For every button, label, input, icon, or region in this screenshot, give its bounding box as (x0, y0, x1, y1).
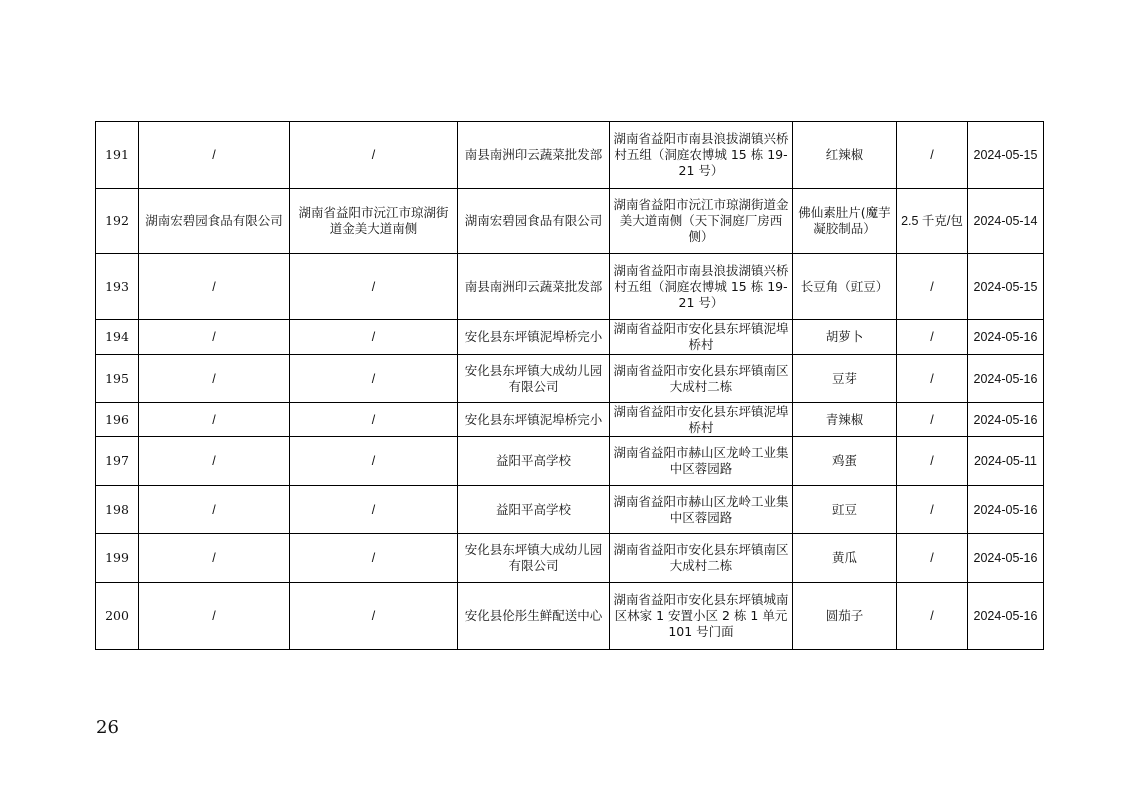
results-table (95, 121, 1044, 650)
producer-address: 湖南省益阳市沅江市琼湖街道金美大道南侧 (290, 189, 458, 254)
food-name: 长豆角（豇豆） (793, 254, 897, 320)
table-row (96, 122, 1044, 189)
sampled-unit: 南县南洲印云蔬菜批发部 (458, 254, 610, 320)
producer-address: / (290, 122, 458, 189)
food-name: 青辣椒 (793, 403, 897, 437)
row-number: 191 (96, 122, 139, 189)
sampled-address: 湖南省益阳市安化县东坪镇南区大成村二栋 (610, 355, 793, 403)
producer-address: / (290, 583, 458, 650)
production-date: 2024-05-14 (968, 189, 1044, 254)
row-number: 195 (96, 355, 139, 403)
food-name: 黄瓜 (793, 534, 897, 583)
sampled-address: 湖南省益阳市安化县东坪镇南区大成村二栋 (610, 534, 793, 583)
sampled-address: 湖南省益阳市赫山区龙岭工业集中区蓉园路 (610, 437, 793, 486)
table-row (96, 355, 1044, 403)
sampled-address: 湖南省益阳市沅江市琼湖街道金美大道南侧（天下洞庭厂房西侧） (610, 189, 793, 254)
row-number: 200 (96, 583, 139, 650)
table-row (96, 486, 1044, 534)
sampled-unit: 安化县东坪镇大成幼儿园有限公司 (458, 355, 610, 403)
producer-address: / (290, 320, 458, 355)
row-number: 192 (96, 189, 139, 254)
food-name: 胡萝卜 (793, 320, 897, 355)
row-number: 193 (96, 254, 139, 320)
producer-name: / (139, 254, 290, 320)
specification: / (897, 254, 968, 320)
producer-address: / (290, 403, 458, 437)
production-date: 2024-05-16 (968, 320, 1044, 355)
production-date: 2024-05-16 (968, 403, 1044, 437)
table-row (96, 437, 1044, 486)
page-number: 26 (96, 717, 119, 738)
producer-name: / (139, 122, 290, 189)
table-row (96, 534, 1044, 583)
table-row (96, 254, 1044, 320)
food-name: 圆茄子 (793, 583, 897, 650)
sampled-unit: 益阳平高学校 (458, 486, 610, 534)
specification: / (897, 355, 968, 403)
sampled-unit: 湖南宏碧园食品有限公司 (458, 189, 610, 254)
producer-name: / (139, 403, 290, 437)
producer-address: / (290, 486, 458, 534)
producer-address: / (290, 355, 458, 403)
sampled-address: 湖南省益阳市南县浪拔湖镇兴桥村五组（洞庭农博城 15 栋 19-21 号） (610, 122, 793, 189)
table-row (96, 403, 1044, 437)
row-number: 194 (96, 320, 139, 355)
sampled-unit: 益阳平高学校 (458, 437, 610, 486)
production-date: 2024-05-16 (968, 486, 1044, 534)
specification: / (897, 122, 968, 189)
specification: 2.5 千克/包 (897, 189, 968, 254)
production-date: 2024-05-16 (968, 355, 1044, 403)
sampled-unit: 安化县东坪镇泥埠桥完小 (458, 403, 610, 437)
row-number: 198 (96, 486, 139, 534)
production-date: 2024-05-11 (968, 437, 1044, 486)
producer-address: / (290, 254, 458, 320)
producer-address: / (290, 534, 458, 583)
specification: / (897, 320, 968, 355)
sampled-address: 湖南省益阳市安化县东坪镇泥埠桥村 (610, 403, 793, 437)
sampled-address: 湖南省益阳市安化县东坪镇泥埠桥村 (610, 320, 793, 355)
producer-address: / (290, 437, 458, 486)
production-date: 2024-05-15 (968, 254, 1044, 320)
sampled-address: 湖南省益阳市赫山区龙岭工业集中区蓉园路 (610, 486, 793, 534)
specification: / (897, 403, 968, 437)
sampled-unit: 安化县伦彤生鲜配送中心 (458, 583, 610, 650)
specification: / (897, 583, 968, 650)
specification: / (897, 534, 968, 583)
row-number: 199 (96, 534, 139, 583)
production-date: 2024-05-15 (968, 122, 1044, 189)
table-row (96, 189, 1044, 254)
table-row (96, 320, 1044, 355)
producer-name: / (139, 534, 290, 583)
table-row (96, 583, 1044, 650)
row-number: 196 (96, 403, 139, 437)
specification: / (897, 437, 968, 486)
row-number: 197 (96, 437, 139, 486)
producer-name: 湖南宏碧园食品有限公司 (139, 189, 290, 254)
producer-name: / (139, 355, 290, 403)
sampled-address: 湖南省益阳市安化县东坪镇城南区林家 1 安置小区 2 栋 1 单元 101 号门面 (610, 583, 793, 650)
food-name: 豇豆 (793, 486, 897, 534)
food-name: 佛仙素肚片(魔芋凝胶制品） (793, 189, 897, 254)
specification: / (897, 486, 968, 534)
production-date: 2024-05-16 (968, 583, 1044, 650)
producer-name: / (139, 583, 290, 650)
producer-name: / (139, 320, 290, 355)
production-date: 2024-05-16 (968, 534, 1044, 583)
sampled-unit: 安化县东坪镇泥埠桥完小 (458, 320, 610, 355)
producer-name: / (139, 437, 290, 486)
food-name: 鸡蛋 (793, 437, 897, 486)
sampled-unit: 安化县东坪镇大成幼儿园有限公司 (458, 534, 610, 583)
food-name: 豆芽 (793, 355, 897, 403)
sampled-unit: 南县南洲印云蔬菜批发部 (458, 122, 610, 189)
producer-name: / (139, 486, 290, 534)
food-name: 红辣椒 (793, 122, 897, 189)
sampled-address: 湖南省益阳市南县浪拔湖镇兴桥村五组（洞庭农博城 15 栋 19-21 号） (610, 254, 793, 320)
